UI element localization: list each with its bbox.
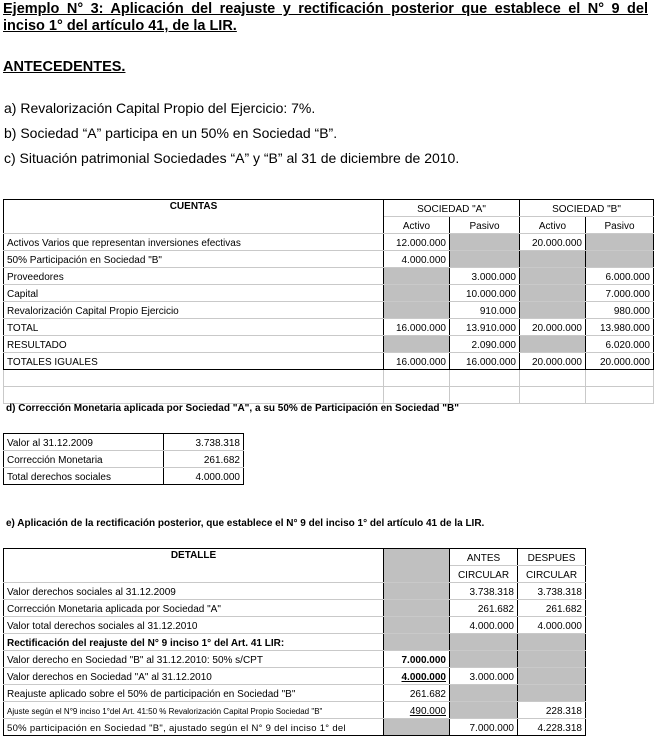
header-sociedad-b: SOCIEDAD "B" bbox=[520, 200, 654, 217]
cuenta-value: 12.000.000 bbox=[384, 234, 450, 251]
detalle-label: Rectificación del reajuste del N° 9 inciso 1° del Art. 41 LIR: bbox=[4, 634, 384, 651]
cuenta-value: 13.980.000 bbox=[586, 319, 654, 336]
table-row bbox=[4, 268, 654, 285]
table-row bbox=[4, 651, 586, 668]
detalle-value: 228.318 bbox=[518, 702, 586, 719]
header-pasivo-b: Pasivo bbox=[586, 217, 654, 234]
detalle-value: 261.682 bbox=[518, 600, 586, 617]
cuenta-label: 50% Participación en Sociedad "B" bbox=[4, 251, 384, 268]
cuenta-label: Activos Varios que representan inversiones efectivas bbox=[4, 234, 384, 251]
cuenta-value: 16.000.000 bbox=[450, 353, 520, 370]
correccion-heading: d) Corrección Monetaria aplicada por Sociedad "A", a su 50% de Participación en Sociedad "B" bbox=[6, 403, 459, 414]
header-activo-b: Activo bbox=[520, 217, 586, 234]
table-row bbox=[4, 685, 586, 702]
empty-row bbox=[4, 387, 654, 404]
table-row bbox=[4, 302, 654, 319]
cuenta-value: 20.000.000 bbox=[520, 234, 586, 251]
cuenta-value: 6.000.000 bbox=[586, 268, 654, 285]
cuenta-value: 7.000.000 bbox=[586, 285, 654, 302]
empty-cell bbox=[520, 370, 586, 387]
empty-cell bbox=[586, 370, 654, 387]
table-row bbox=[4, 319, 654, 336]
title-line-2: inciso 1° del artículo 41, de la LIR. bbox=[3, 18, 237, 34]
detalle-label: Valor derechos sociales al 31.12.2009 bbox=[4, 583, 384, 600]
empty-cell bbox=[520, 387, 586, 404]
table-row bbox=[4, 702, 586, 719]
detalle-value: 3.738.318 bbox=[450, 583, 518, 600]
item-c: c) Situación patrimonial Sociedades “A” y “B” al 31 de diciembre de 2010. bbox=[4, 150, 460, 166]
item-b: b) Sociedad “A” participa en un 50% en Sociedad “B”. bbox=[4, 125, 338, 141]
detalle-value: 3.738.318 bbox=[518, 583, 586, 600]
cuenta-value: 16.000.000 bbox=[384, 319, 450, 336]
header-despues: DESPUES bbox=[518, 549, 586, 566]
cuenta-value bbox=[520, 251, 586, 268]
table-row bbox=[4, 634, 586, 651]
header-antes-circular: CIRCULAR bbox=[450, 566, 518, 583]
table-row bbox=[4, 234, 654, 251]
header-detalle: DETALLE bbox=[4, 549, 384, 583]
detalle-value: 4.228.318 bbox=[518, 719, 586, 736]
correccion-label: Corrección Monetaria bbox=[4, 451, 164, 468]
detalle-value bbox=[384, 634, 450, 651]
detalle-value bbox=[450, 685, 518, 702]
detalle-value bbox=[518, 685, 586, 702]
table-row bbox=[4, 668, 586, 685]
table-row bbox=[4, 719, 586, 736]
cuenta-value: 10.000.000 bbox=[450, 285, 520, 302]
detalle-value: 261.682 bbox=[384, 685, 450, 702]
empty-cell bbox=[384, 370, 450, 387]
detalle-label: Reajuste aplicado sobre el 50% de participación en Sociedad "B" bbox=[4, 685, 384, 702]
correccion-label: Valor al 31.12.2009 bbox=[4, 434, 164, 451]
table-row bbox=[4, 468, 244, 485]
detalle-value: 7.000.000 bbox=[450, 719, 518, 736]
table-row bbox=[4, 434, 244, 451]
cuenta-value: 20.000.000 bbox=[586, 353, 654, 370]
cuenta-value bbox=[384, 336, 450, 353]
cuenta-value: 980.000 bbox=[586, 302, 654, 319]
table-row bbox=[4, 600, 586, 617]
detalle-value: 490.000 bbox=[384, 702, 450, 719]
cuenta-label: TOTAL bbox=[4, 319, 384, 336]
header-pasivo-a: Pasivo bbox=[450, 217, 520, 234]
detalle-value: 3.000.000 bbox=[450, 668, 518, 685]
detalle-table bbox=[3, 548, 586, 736]
rectificacion-heading: e) Aplicación de la rectificación posterior, que establece el N° 9 del inciso 1° del artículo 41 de la LIR. bbox=[6, 518, 485, 529]
cuenta-value bbox=[520, 336, 586, 353]
cuenta-label: RESULTADO bbox=[4, 336, 384, 353]
table-row bbox=[4, 353, 654, 370]
header-cuentas: CUENTAS bbox=[4, 200, 384, 234]
empty-cell bbox=[450, 370, 520, 387]
detalle-value bbox=[518, 668, 586, 685]
empty-cell bbox=[384, 387, 450, 404]
detalle-label: Corrección Monetaria aplicada por Sociedad "A" bbox=[4, 600, 384, 617]
correccion-label: Total derechos sociales bbox=[4, 468, 164, 485]
empty-cell bbox=[586, 387, 654, 404]
detalle-value: 4.000.000 bbox=[450, 617, 518, 634]
detalle-value bbox=[384, 617, 450, 634]
detalle-value bbox=[384, 719, 450, 736]
header-blank bbox=[384, 549, 450, 583]
empty-row bbox=[4, 370, 654, 387]
empty-cell bbox=[4, 370, 384, 387]
cuenta-value bbox=[384, 302, 450, 319]
table-row bbox=[4, 583, 586, 600]
cuenta-label: Capital bbox=[4, 285, 384, 302]
detalle-label: Valor total derechos sociales al 31.12.2010 bbox=[4, 617, 384, 634]
detalle-value: 261.682 bbox=[450, 600, 518, 617]
item-a: a) Revalorización Capital Propio del Ejercicio: 7%. bbox=[4, 100, 316, 116]
correccion-value: 261.682 bbox=[164, 451, 244, 468]
table-row bbox=[4, 451, 244, 468]
detalle-value: 7.000.000 bbox=[384, 651, 450, 668]
detalle-label: Valor derechos en Sociedad "A" al 31.12.2010 bbox=[4, 668, 384, 685]
cuenta-value bbox=[586, 234, 654, 251]
detalle-label: Ajuste según el N°9 inciso 1°del Art. 41:50 % Revalorización Capital Propio Sociedad "B" bbox=[4, 702, 384, 719]
cuenta-value bbox=[450, 234, 520, 251]
correccion-value: 3.738.318 bbox=[164, 434, 244, 451]
title-line-1: Ejemplo N° 3: Aplicación del reajuste y rectificación posterior que establece el N° 9 del bbox=[3, 1, 648, 17]
table-row bbox=[4, 285, 654, 302]
cuenta-value: 2.090.000 bbox=[450, 336, 520, 353]
cuenta-value: 6.020.000 bbox=[586, 336, 654, 353]
section-heading: ANTECEDENTES. bbox=[3, 59, 126, 75]
cuenta-value bbox=[450, 251, 520, 268]
cuenta-value: 13.910.000 bbox=[450, 319, 520, 336]
detalle-value: 4.000.000 bbox=[518, 617, 586, 634]
cuenta-value: 4.000.000 bbox=[384, 251, 450, 268]
cuenta-value bbox=[384, 285, 450, 302]
cuenta-value: 20.000.000 bbox=[520, 319, 586, 336]
detalle-value bbox=[450, 702, 518, 719]
detalle-value bbox=[450, 651, 518, 668]
cuenta-value bbox=[384, 268, 450, 285]
cuenta-value: 16.000.000 bbox=[384, 353, 450, 370]
cuenta-value: 3.000.000 bbox=[450, 268, 520, 285]
cuenta-label: Proveedores bbox=[4, 268, 384, 285]
cuenta-label: TOTALES IGUALES bbox=[4, 353, 384, 370]
detalle-value bbox=[518, 634, 586, 651]
cuenta-value bbox=[520, 285, 586, 302]
cuenta-value bbox=[520, 268, 586, 285]
detalle-label: 50% participación en Sociedad "B", ajustado según el N° 9 del inciso 1° del bbox=[4, 719, 384, 736]
detalle-value bbox=[518, 651, 586, 668]
table-row bbox=[4, 336, 654, 353]
correccion-value: 4.000.000 bbox=[164, 468, 244, 485]
cuenta-value: 20.000.000 bbox=[520, 353, 586, 370]
cuenta-value bbox=[586, 251, 654, 268]
balance-table bbox=[3, 199, 654, 404]
empty-cell bbox=[450, 387, 520, 404]
table-row bbox=[4, 617, 586, 634]
empty-cell bbox=[4, 387, 384, 404]
header-antes: ANTES bbox=[450, 549, 518, 566]
detalle-value bbox=[384, 583, 450, 600]
cuenta-value bbox=[520, 302, 586, 319]
detalle-value bbox=[450, 634, 518, 651]
detalle-value bbox=[384, 600, 450, 617]
header-despues-circular: CIRCULAR bbox=[518, 566, 586, 583]
detalle-value: 4.000.000 bbox=[384, 668, 450, 685]
header-activo-a: Activo bbox=[384, 217, 450, 234]
page-title bbox=[3, 1, 648, 35]
correccion-table bbox=[3, 433, 244, 485]
header-sociedad-a: SOCIEDAD "A" bbox=[384, 200, 520, 217]
cuenta-value: 910.000 bbox=[450, 302, 520, 319]
detalle-label: Valor derecho en Sociedad "B" al 31.12.2010: 50% s/CPT bbox=[4, 651, 384, 668]
cuenta-label: Revalorización Capital Propio Ejercicio bbox=[4, 302, 384, 319]
table-row bbox=[4, 251, 654, 268]
